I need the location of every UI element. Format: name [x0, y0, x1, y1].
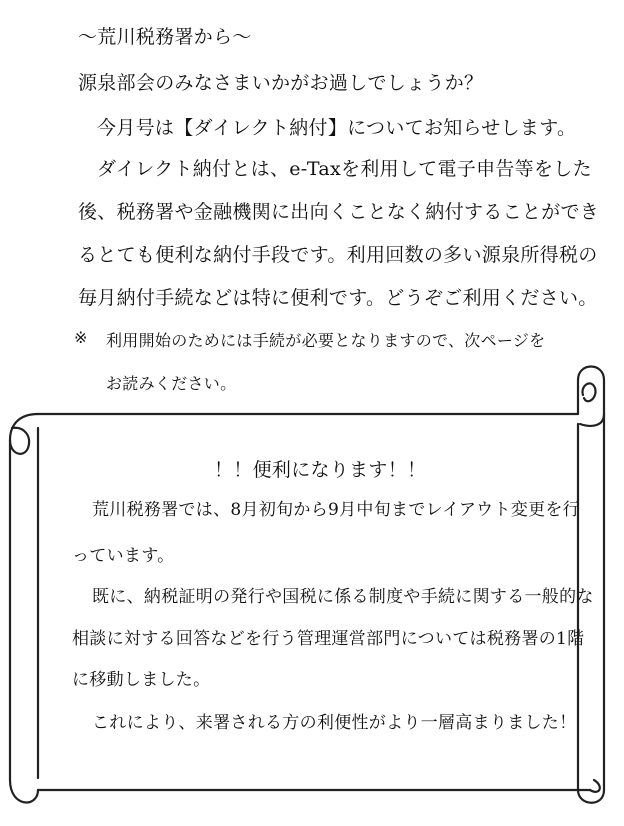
scroll-line: これにより、来署される方の利便性がより一層高まりました！ — [92, 713, 577, 733]
scroll-line: 既に、納税証明の発行や国税に係る制度や手続に関する一般的な — [92, 587, 594, 607]
greeting-text: 源泉部会のみなさまいかがお過しでしょうか？ — [78, 72, 484, 94]
paragraph-line: 後、税務署や金融機関に出向くことなく納付することができ — [78, 201, 600, 223]
scroll-heading: ！！便利になります！！ — [214, 459, 427, 481]
note-line: 利用開始のためには手続が必要となりますので、次ページを — [106, 331, 546, 350]
scroll-line: に移動しました。 — [72, 670, 211, 690]
intro-text: 今月号は【ダイレクト納付】についてお知らせします。 — [97, 117, 577, 139]
note-mark: ※ — [74, 328, 88, 347]
paragraph-line: 毎月納付手続などは特に便利です。どうぞご利用ください。 — [78, 287, 598, 309]
note-line: お読みください。 — [106, 374, 237, 393]
paragraph-line: るとても便利な納付手段です。利用回数の多い源泉所得税の — [78, 244, 598, 266]
scroll-line: 相談に対する回答などを行う管理運営部門については税務署の1階 — [72, 629, 585, 649]
paragraph-line: ダイレクト納付とは、e-Taxを利用して電子申告等をした — [97, 158, 592, 180]
page-title: 〜荒川税務署から〜 — [78, 26, 252, 48]
scroll-line: 荒川税務署では、8月初旬から9月中旬までレイアウト変更を行 — [92, 500, 580, 520]
scroll-line: っています。 — [72, 546, 175, 566]
